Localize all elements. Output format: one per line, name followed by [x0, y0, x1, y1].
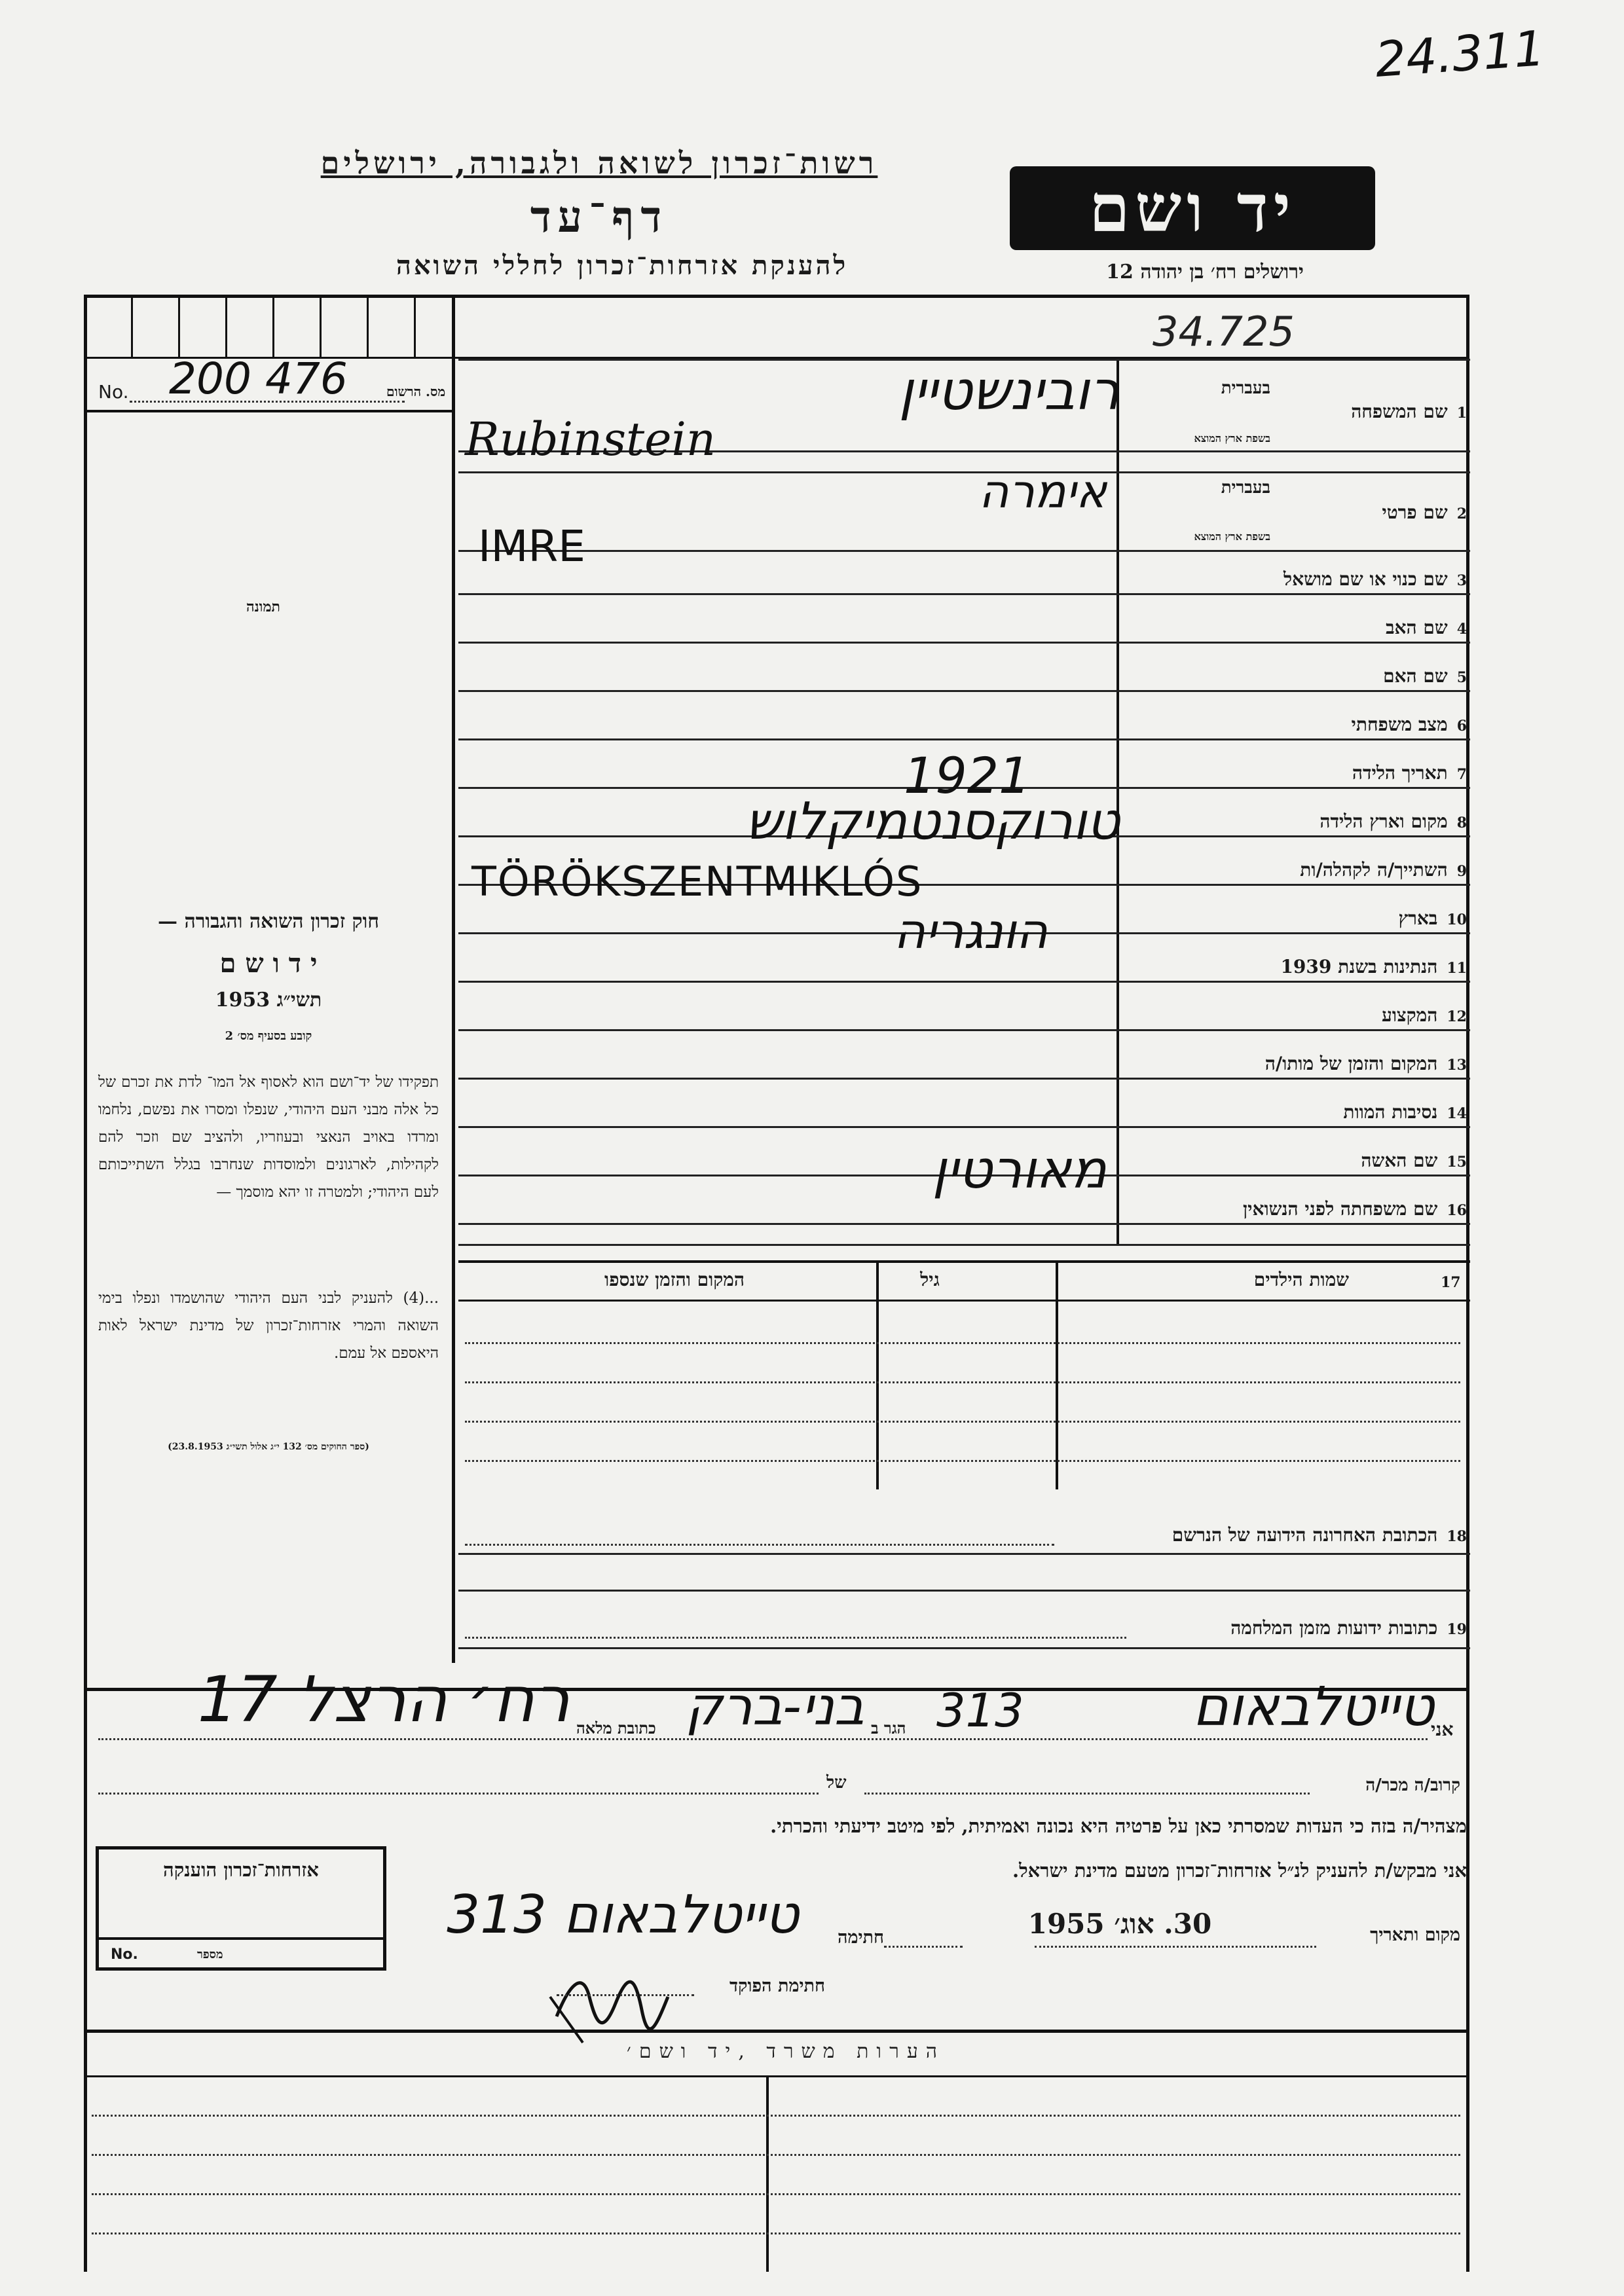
- field-label-text: הנתינות בשנת 1939: [1280, 956, 1438, 977]
- citizenship-number-label: מספר: [197, 1948, 223, 1961]
- field-number: 4: [1456, 621, 1467, 638]
- field-label-text: מצב משפחתי: [1351, 714, 1448, 735]
- field-label-text: שם המשפחה: [1351, 401, 1448, 422]
- wife-name-value: מאורטין: [932, 1139, 1107, 1200]
- field-label-text: שם פרטי: [1382, 501, 1448, 523]
- children-col-place: המקום והזמן שנספו: [604, 1269, 745, 1290]
- field-number: 16: [1447, 1202, 1467, 1219]
- field-number: 7: [1456, 766, 1467, 783]
- reference-number: 34.725: [1153, 308, 1295, 355]
- address-label: כתובת מלאה: [576, 1719, 656, 1738]
- field-19-text: כתובות ידועות מזמן המלחמה: [1230, 1617, 1438, 1639]
- declarant-number-value: 313: [936, 1684, 1024, 1738]
- field-4-label: [1126, 617, 1467, 639]
- field-label-text: שם האב: [1386, 617, 1448, 638]
- field-2-sub-hebrew: בעברית: [1221, 478, 1270, 498]
- field-2-label: [1126, 501, 1467, 524]
- field-row-line: [458, 1126, 1470, 1128]
- children-col-age: גיל: [920, 1269, 940, 1290]
- field-18-label: [851, 1524, 1467, 1546]
- field-row-line: [458, 1244, 1470, 1246]
- registration-heb-label: מס. הרשום: [386, 384, 446, 399]
- field-number: 5: [1456, 669, 1467, 686]
- notes-line: [92, 2193, 1460, 2195]
- law-title: חוק זכרון השואה והגבורה —: [158, 910, 379, 933]
- field-19-num: 19: [1447, 1621, 1467, 1638]
- citizenship-box: [96, 1846, 386, 1971]
- field-label-text: תאריך הלידה: [1352, 762, 1448, 784]
- field-label-text: שם כנוי או שם מושאל: [1283, 568, 1448, 590]
- signature-value: טייטלבאום 313: [447, 1884, 799, 1945]
- archive-number: 24.311: [1373, 20, 1547, 88]
- field-label-text: נסיבות המוות: [1343, 1101, 1438, 1123]
- law-clause: קובע בסעיף מס׳ 2: [225, 1029, 312, 1043]
- field-number: 11: [1447, 960, 1467, 977]
- city-value: בני-ברק: [685, 1676, 864, 1737]
- logo-address: ירושלים רח׳ בן יהודה 12: [1106, 261, 1304, 283]
- birthdate-value: 1921: [904, 746, 1031, 805]
- field-label-text: השתייך/ה לקהלה/ות: [1300, 859, 1448, 881]
- photo-label: תמונה: [246, 598, 280, 615]
- authority-title: רשות־זכרון לשואה ולגבורה, ירושלים: [320, 145, 878, 181]
- law-source: (ספר החוקים מס׳ 132 י״ג אלול תשי״ג 23.8.1953): [168, 1442, 369, 1452]
- field-2-sub-origin: בשפת ארץ המוצא: [1194, 530, 1270, 543]
- surname-hebrew-value: רובינשטיין: [898, 360, 1120, 422]
- field-12-label: [1126, 1004, 1467, 1027]
- office-notes-title: הערות משרד ,יד ושם׳: [626, 2040, 946, 2063]
- firstname-origin-value: IMRE: [478, 521, 585, 572]
- children-num: 17: [1441, 1274, 1461, 1291]
- field-row-line: [458, 738, 1470, 740]
- field-number: 9: [1456, 863, 1467, 880]
- field-row-line: [458, 593, 1470, 595]
- field-row-line: [458, 981, 1470, 983]
- community-value: TÖRÖKSZENTMIKLÓS: [471, 858, 923, 905]
- children-row-line: [465, 1421, 1460, 1423]
- citizenship-title: אזרחות־זכרון הוענקה: [163, 1859, 319, 1881]
- grid-box-divider: [225, 298, 227, 357]
- birthplace-value: טורוקסנטמיקלוש: [745, 792, 1120, 851]
- children-col-names: שמות הילדים: [1253, 1269, 1349, 1290]
- field-number: 12: [1447, 1008, 1467, 1025]
- declarant-name-value: טייטלבאום: [1192, 1676, 1434, 1738]
- field-label-text: המקום והזמן של מותו/ה: [1264, 1053, 1438, 1074]
- notes-line: [92, 2154, 1460, 2156]
- form-purpose: להענקת אזרחות־זכרון לחללי השואה: [396, 250, 849, 281]
- children-row-line: [465, 1342, 1460, 1344]
- field-row-line: [458, 642, 1470, 644]
- field-15-label: [1126, 1150, 1467, 1172]
- field-7-label: [1126, 762, 1467, 784]
- law-year: תשי״ג 1953: [215, 989, 322, 1011]
- grid-box-divider: [320, 298, 322, 357]
- yad-vashem-logo: [1010, 166, 1375, 250]
- field-number: 1: [1456, 405, 1467, 422]
- grid-box-divider: [178, 298, 180, 357]
- field-3-label: [1126, 568, 1467, 591]
- registration-number: 200 476: [169, 354, 348, 404]
- field-label-text: שם משפחתה לפני הנשואין: [1242, 1198, 1438, 1220]
- field-label-text: המקצוע: [1382, 1004, 1438, 1026]
- surname-origin-value: Rubinstein: [465, 412, 716, 466]
- form-title: דף־עד: [530, 191, 669, 242]
- field-number: 6: [1456, 718, 1467, 735]
- relative-label: קרוב/ה מכר/ה: [1365, 1776, 1460, 1795]
- field-10-label: [1126, 907, 1467, 930]
- officer-label: חתימת הפוקד: [729, 1976, 825, 1996]
- signature-label: חתימה: [837, 1927, 884, 1948]
- grid-box-divider: [414, 298, 416, 357]
- field-label-text: מקום וארץ הלידה: [1320, 811, 1448, 832]
- law-body: תפקידו של יד־ושם הוא לאסוף אל המו־ לדת את זכרם של כל אלה מבני העם היהודי, שנפלו ומסרו את נפשם, נלחמו ומרדו באויב הנאצי ובעוזריו, ולהציב שם וזכר להם לקהילות, לארגונים ולמוסדות שנחרבו בגלל השתייכותם לעם היהודי; ולמטרה זו יהא מוסמך —: [98, 1074, 439, 1201]
- field-11-label: [1126, 956, 1467, 978]
- field-row-line: [458, 1223, 1470, 1225]
- field-row-line: [458, 550, 1470, 552]
- field-18-text: הכתובת האחרונה הידועה של הנרשם: [1172, 1524, 1438, 1546]
- registration-no-label: No.: [98, 381, 129, 403]
- field-number: 13: [1447, 1057, 1467, 1074]
- officer-signature-scribble: [544, 1958, 674, 2052]
- field-6-label: [1126, 714, 1467, 736]
- date-value: 30. אוג׳ 1955: [1027, 1908, 1212, 1940]
- law-clause-4: ...(4) להעניק לבני העם היהודי שהושמדו ונפלו בימי השואה והמרי אזרחות־זכרון של מדינת ישראל לאות היאספם אל עמם.: [98, 1290, 439, 1362]
- field-number: 15: [1447, 1154, 1467, 1171]
- declaration-ani: אני: [1431, 1719, 1454, 1740]
- field-9-label: [1126, 859, 1467, 881]
- children-row-line: [465, 1460, 1460, 1462]
- children-row-line: [465, 1381, 1460, 1383]
- notes-line: [92, 2232, 1460, 2234]
- logo-text: יד ושם: [1089, 170, 1296, 247]
- field-18-num: 18: [1447, 1528, 1467, 1545]
- field-8-label: [1126, 811, 1467, 833]
- field-1-sub-origin: בשפת ארץ המוצא: [1194, 432, 1270, 445]
- field-5-label: [1126, 665, 1467, 687]
- hagar-label: הגר ב: [871, 1719, 906, 1738]
- field-number: 3: [1456, 572, 1467, 589]
- field-16-label: [1126, 1198, 1467, 1220]
- address-value: רח׳ הרצל 17: [197, 1663, 570, 1736]
- field-number: 10: [1447, 911, 1467, 928]
- field-row-line: [458, 1078, 1470, 1080]
- notes-line: [92, 2115, 1460, 2117]
- field-row-line: [458, 690, 1470, 692]
- place-date-label: מקום ותאריך: [1370, 1925, 1460, 1945]
- of-label: של: [826, 1773, 847, 1793]
- field-13-label: [1126, 1053, 1467, 1075]
- citizenship-no-label: No.: [111, 1946, 138, 1963]
- field-label-text: בארץ: [1398, 907, 1438, 929]
- declaration-statement: מצהיר/ה בזה כי העדות שמסרתי כאן על פרטיה היא נכונה ואמיתית, לפי מיטב ידיעתי והכרתי.: [770, 1815, 1467, 1837]
- field-number: 14: [1447, 1105, 1467, 1122]
- field-number: 8: [1456, 814, 1467, 831]
- field-row-line: [458, 1029, 1470, 1031]
- grid-box-divider: [131, 298, 133, 357]
- country-value: הונגריה: [893, 903, 1048, 960]
- law-name: י ד ו ש ם: [219, 948, 318, 979]
- field-14-label: [1126, 1101, 1467, 1123]
- field-label-text: שם האם: [1383, 665, 1448, 687]
- field-1-label: [1126, 401, 1467, 423]
- field-19-label: [982, 1617, 1467, 1639]
- firstname-hebrew-value: אימרה: [978, 465, 1107, 519]
- grid-box-divider: [272, 298, 274, 357]
- grid-box-divider: [367, 298, 369, 357]
- field-number: 2: [1456, 505, 1467, 522]
- field-label-text: שם האשה: [1361, 1150, 1438, 1171]
- field-1-sub-hebrew: בעברית: [1221, 378, 1270, 398]
- declaration-request: אני מבקש/ת להעניק לנ״ל אזרחות־זכרון מטעם מדינת ישראל.: [1012, 1859, 1467, 1882]
